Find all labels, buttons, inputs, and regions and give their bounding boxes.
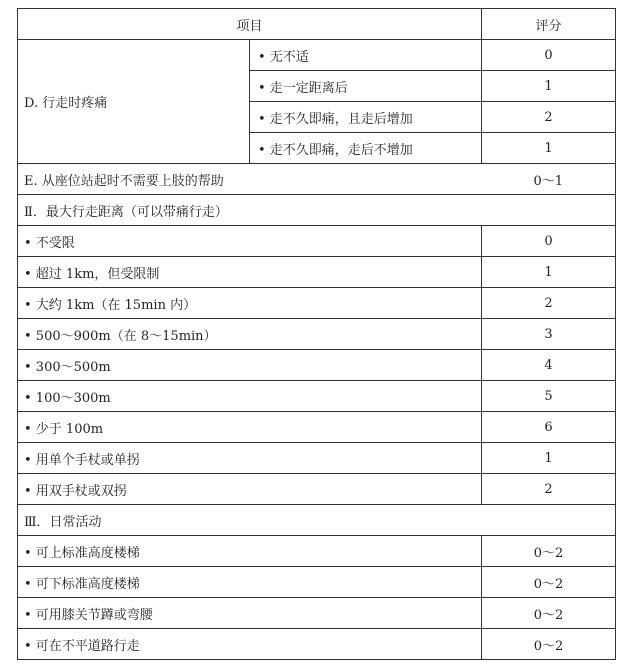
table-row bbox=[18, 288, 616, 319]
section-3-item: • 可上标准高度楼梯 bbox=[18, 536, 482, 567]
section-2-score: 1 bbox=[482, 257, 616, 288]
section-3-item: • 可下标准高度楼梯 bbox=[18, 567, 482, 598]
table-row bbox=[18, 536, 616, 567]
section-2-item: • 用单个手杖或单拐 bbox=[18, 443, 482, 474]
header-item: 项目 bbox=[18, 9, 482, 40]
section-2-score: 1 bbox=[482, 443, 616, 474]
table-row bbox=[18, 412, 616, 443]
table-row bbox=[18, 629, 616, 660]
section-2-score: 5 bbox=[482, 381, 616, 412]
section-3-score: 0～2 bbox=[482, 629, 616, 660]
table-row bbox=[18, 567, 616, 598]
section-d-score: 1 bbox=[482, 133, 616, 164]
table-row bbox=[18, 474, 616, 505]
table-row bbox=[18, 350, 616, 381]
section-2-item: • 300～500m bbox=[18, 350, 482, 381]
section-heading-row bbox=[18, 195, 616, 226]
table-row bbox=[18, 226, 616, 257]
section-e-text: E. 从座位站起时不需要上肢的帮助 bbox=[18, 164, 482, 195]
section-d-score: 1 bbox=[482, 71, 616, 102]
section-3-item: • 可用膝关节蹲或弯腰 bbox=[18, 598, 482, 629]
section-3-score: 0～2 bbox=[482, 536, 616, 567]
table-row bbox=[18, 598, 616, 629]
section-e-score: 0～1 bbox=[482, 164, 616, 195]
section-2-item: • 用双手杖或双拐 bbox=[18, 474, 482, 505]
section-2-item: • 100～300m bbox=[18, 381, 482, 412]
section-d-item: • 无不适 bbox=[250, 40, 482, 71]
section-3-score: 0～2 bbox=[482, 567, 616, 598]
section-2-item: • 少于 100m bbox=[18, 412, 482, 443]
table-row bbox=[18, 40, 616, 71]
scoring-table bbox=[17, 8, 616, 660]
table-row bbox=[18, 257, 616, 288]
section-2-score: 4 bbox=[482, 350, 616, 381]
section-2-title: Ⅱ．最大行走距离（可以带痛行走） bbox=[18, 195, 616, 226]
section-3-title: Ⅲ．日常活动 bbox=[18, 505, 616, 536]
section-d-score: 2 bbox=[482, 102, 616, 133]
section-2-item: • 500～900m（在 8～15min） bbox=[18, 319, 482, 350]
section-2-score: 2 bbox=[482, 474, 616, 505]
section-d-score: 0 bbox=[482, 40, 616, 71]
section-2-item: • 大约 1km（在 15min 内） bbox=[18, 288, 482, 319]
table-row bbox=[18, 164, 616, 195]
table-row bbox=[18, 381, 616, 412]
section-d-item: • 走一定距离后 bbox=[250, 71, 482, 102]
section-2-score: 0 bbox=[482, 226, 616, 257]
section-2-score: 2 bbox=[482, 288, 616, 319]
section-d-label: D. 行走时疼痛 bbox=[18, 40, 250, 164]
section-2-item: • 超过 1km，但受限制 bbox=[18, 257, 482, 288]
section-2-score: 3 bbox=[482, 319, 616, 350]
section-d-item: • 走不久即痛，走后不增加 bbox=[250, 133, 482, 164]
section-2-score: 6 bbox=[482, 412, 616, 443]
table-header-row bbox=[18, 9, 616, 40]
section-heading-row bbox=[18, 505, 616, 536]
table-row bbox=[18, 319, 616, 350]
section-2-item: • 不受限 bbox=[18, 226, 482, 257]
table-row bbox=[18, 443, 616, 474]
section-d-item: • 走不久即痛，且走后增加 bbox=[250, 102, 482, 133]
header-score: 评分 bbox=[482, 9, 616, 40]
section-3-item: • 可在不平道路行走 bbox=[18, 629, 482, 660]
section-3-score: 0～2 bbox=[482, 598, 616, 629]
